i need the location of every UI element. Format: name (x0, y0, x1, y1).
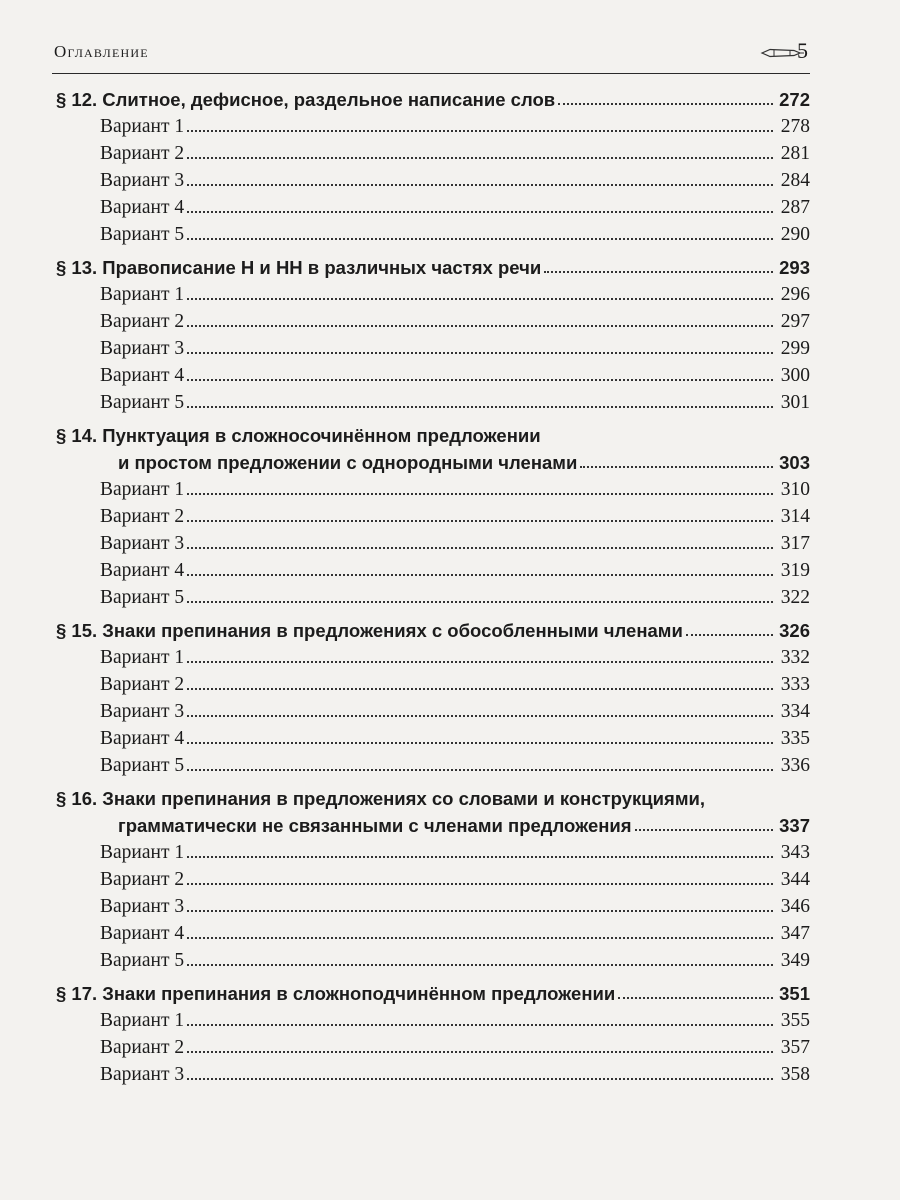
toc-variant-entry[interactable] (52, 582, 810, 609)
variant-page-number: 290 (780, 224, 810, 245)
dot-leader (187, 964, 773, 966)
toc-variant-entry[interactable] (52, 306, 810, 333)
page-header (52, 40, 810, 74)
section-page-number: 326 (779, 620, 810, 641)
toc-variant-entry[interactable] (52, 555, 810, 582)
variant-label: Вариант 2 (100, 143, 185, 164)
variant-label: Вариант 2 (100, 869, 185, 890)
variant-label: Вариант 1 (100, 284, 185, 305)
toc-heading-line[interactable] (52, 978, 810, 1005)
dot-leader (187, 184, 773, 186)
variant-page-number: 344 (780, 869, 810, 890)
variant-label: Вариант 2 (100, 506, 185, 527)
variant-page-number: 314 (780, 506, 810, 527)
variant-page-number: 355 (780, 1010, 810, 1031)
toc-variant-entry[interactable] (52, 696, 810, 723)
dot-leader (187, 937, 773, 939)
variant-label: Вариант 2 (100, 1037, 185, 1058)
dot-leader (187, 769, 773, 771)
section-title: § 16. Знаки препинания в предложениях со словами и конструкциями, (56, 788, 706, 809)
variant-page-number: 346 (780, 896, 810, 917)
variant-label: Вариант 5 (100, 950, 185, 971)
page-number: 5 (797, 38, 808, 63)
dot-leader (686, 634, 773, 636)
variant-page-number: 317 (780, 533, 810, 554)
section-page-number: 272 (779, 89, 810, 110)
section-title: § 13. Правописание Н и НН в различных частях речи (56, 257, 542, 278)
section-page-number: 293 (779, 257, 810, 278)
toc-variant-entry[interactable] (52, 642, 810, 669)
variant-label: Вариант 1 (100, 479, 185, 500)
variant-label: Вариант 2 (100, 311, 185, 332)
toc-variant-entry[interactable] (52, 1032, 810, 1059)
dot-leader (187, 856, 773, 858)
dot-leader (187, 688, 773, 690)
toc-variant-entry[interactable] (52, 279, 810, 306)
dot-leader (187, 1051, 773, 1053)
toc-section (52, 420, 810, 609)
variant-page-number: 287 (780, 197, 810, 218)
toc-section (52, 252, 810, 414)
variant-page-number: 343 (780, 842, 810, 863)
toc-section (52, 978, 810, 1086)
toc-variant-entry[interactable] (52, 528, 810, 555)
variant-page-number: 297 (780, 311, 810, 332)
toc-heading-line[interactable] (52, 783, 810, 810)
dot-leader (187, 493, 773, 495)
dot-leader (187, 1024, 773, 1026)
dot-leader (187, 406, 773, 408)
variant-label: Вариант 1 (100, 116, 185, 137)
variant-label: Вариант 5 (100, 224, 185, 245)
toc-variant-entry[interactable] (52, 192, 810, 219)
section-page-number: 303 (779, 452, 810, 473)
dot-leader (187, 520, 773, 522)
variant-label: Вариант 4 (100, 197, 185, 218)
toc-variant-entry[interactable] (52, 387, 810, 414)
variant-page-number: 322 (780, 587, 810, 608)
variant-label: Вариант 5 (100, 392, 185, 413)
toc-variant-entry[interactable] (52, 360, 810, 387)
toc-variant-entry[interactable] (52, 864, 810, 891)
variant-page-number: 278 (780, 116, 810, 137)
toc-heading-line[interactable] (52, 252, 810, 279)
variant-page-number: 296 (780, 284, 810, 305)
table-of-contents (52, 84, 810, 1092)
variant-label: Вариант 3 (100, 1064, 185, 1085)
toc-section (52, 84, 810, 246)
dot-leader (187, 298, 773, 300)
section-title: грамматически не связанными с членами предложения (118, 815, 632, 836)
toc-variant-entry[interactable] (52, 918, 810, 945)
toc-variant-entry[interactable] (52, 669, 810, 696)
dot-leader (187, 352, 773, 354)
toc-variant-entry[interactable] (52, 1059, 810, 1086)
variant-page-number: 284 (780, 170, 810, 191)
dot-leader (187, 910, 773, 912)
toc-heading-line[interactable] (52, 810, 810, 837)
variant-page-number: 310 (780, 479, 810, 500)
dot-leader (187, 661, 773, 663)
toc-variant-entry[interactable] (52, 750, 810, 777)
section-title: и простом предложении с однородными членами (118, 452, 578, 473)
dot-leader (187, 157, 773, 159)
dot-leader (187, 1078, 773, 1080)
variant-label: Вариант 1 (100, 1010, 185, 1031)
variant-page-number: 332 (780, 647, 810, 668)
section-title: § 12. Слитное, дефисное, раздельное написание слов (56, 89, 556, 110)
variant-page-number: 336 (780, 755, 810, 776)
variant-page-number: 300 (780, 365, 810, 386)
dot-leader (187, 238, 773, 240)
running-head-title: Оглавление (54, 42, 149, 61)
variant-label: Вариант 3 (100, 896, 185, 917)
toc-variant-entry[interactable] (52, 1005, 810, 1032)
variant-label: Вариант 3 (100, 701, 185, 722)
variant-page-number: 281 (780, 143, 810, 164)
dot-leader (187, 211, 773, 213)
dot-leader (187, 601, 773, 603)
dot-leader (187, 325, 773, 327)
toc-heading-line[interactable] (52, 84, 810, 111)
toc-variant-entry[interactable] (52, 945, 810, 972)
toc-variant-entry[interactable] (52, 723, 810, 750)
section-page-number: 337 (779, 815, 810, 836)
variant-label: Вариант 4 (100, 365, 185, 386)
variant-label: Вариант 5 (100, 755, 185, 776)
dot-leader (635, 829, 773, 831)
toc-variant-entry[interactable] (52, 333, 810, 360)
dot-leader (187, 547, 773, 549)
variant-label: Вариант 4 (100, 560, 185, 581)
variant-page-number: 299 (780, 338, 810, 359)
toc-heading-line[interactable] (52, 420, 810, 447)
toc-heading-line[interactable] (52, 447, 810, 474)
variant-label: Вариант 1 (100, 647, 185, 668)
variant-page-number: 301 (780, 392, 810, 413)
dot-leader (187, 574, 773, 576)
dot-leader (187, 742, 773, 744)
variant-page-number: 357 (780, 1037, 810, 1058)
variant-label: Вариант 3 (100, 338, 185, 359)
toc-heading-line[interactable] (52, 615, 810, 642)
section-title: § 15. Знаки препинания в предложениях с обособленными членами (56, 620, 683, 641)
toc-variant-entry[interactable] (52, 165, 810, 192)
toc-variant-entry[interactable] (52, 891, 810, 918)
variant-label: Вариант 1 (100, 842, 185, 863)
section-title: § 17. Знаки препинания в сложноподчинённом предложении (56, 983, 616, 1004)
toc-variant-entry[interactable] (52, 111, 810, 138)
variant-page-number: 349 (780, 950, 810, 971)
dot-leader (580, 466, 773, 468)
variant-page-number: 334 (780, 701, 810, 722)
section-page-number: 351 (779, 983, 810, 1004)
dot-leader (558, 103, 773, 105)
variant-label: Вариант 5 (100, 587, 185, 608)
variant-page-number: 319 (780, 560, 810, 581)
toc-variant-entry[interactable] (52, 501, 810, 528)
section-title: § 14. Пунктуация в сложносочинённом предложении (56, 425, 541, 446)
variant-page-number: 358 (780, 1064, 810, 1085)
header-rule (52, 73, 810, 74)
variant-page-number: 335 (780, 728, 810, 749)
variant-page-number: 347 (780, 923, 810, 944)
variant-label: Вариант 4 (100, 728, 185, 749)
toc-section (52, 783, 810, 972)
dot-leader (187, 883, 773, 885)
toc-variant-entry[interactable] (52, 837, 810, 864)
variant-label: Вариант 3 (100, 170, 185, 191)
variant-label: Вариант 2 (100, 674, 185, 695)
toc-variant-entry[interactable] (52, 219, 810, 246)
variant-page-number: 333 (780, 674, 810, 695)
toc-section (52, 615, 810, 777)
dot-leader (187, 715, 773, 717)
dot-leader (187, 130, 773, 132)
dot-leader (618, 997, 773, 999)
dot-leader (187, 379, 773, 381)
variant-label: Вариант 3 (100, 533, 185, 554)
toc-variant-entry[interactable] (52, 138, 810, 165)
variant-label: Вариант 4 (100, 923, 185, 944)
dot-leader (544, 271, 773, 273)
toc-variant-entry[interactable] (52, 474, 810, 501)
